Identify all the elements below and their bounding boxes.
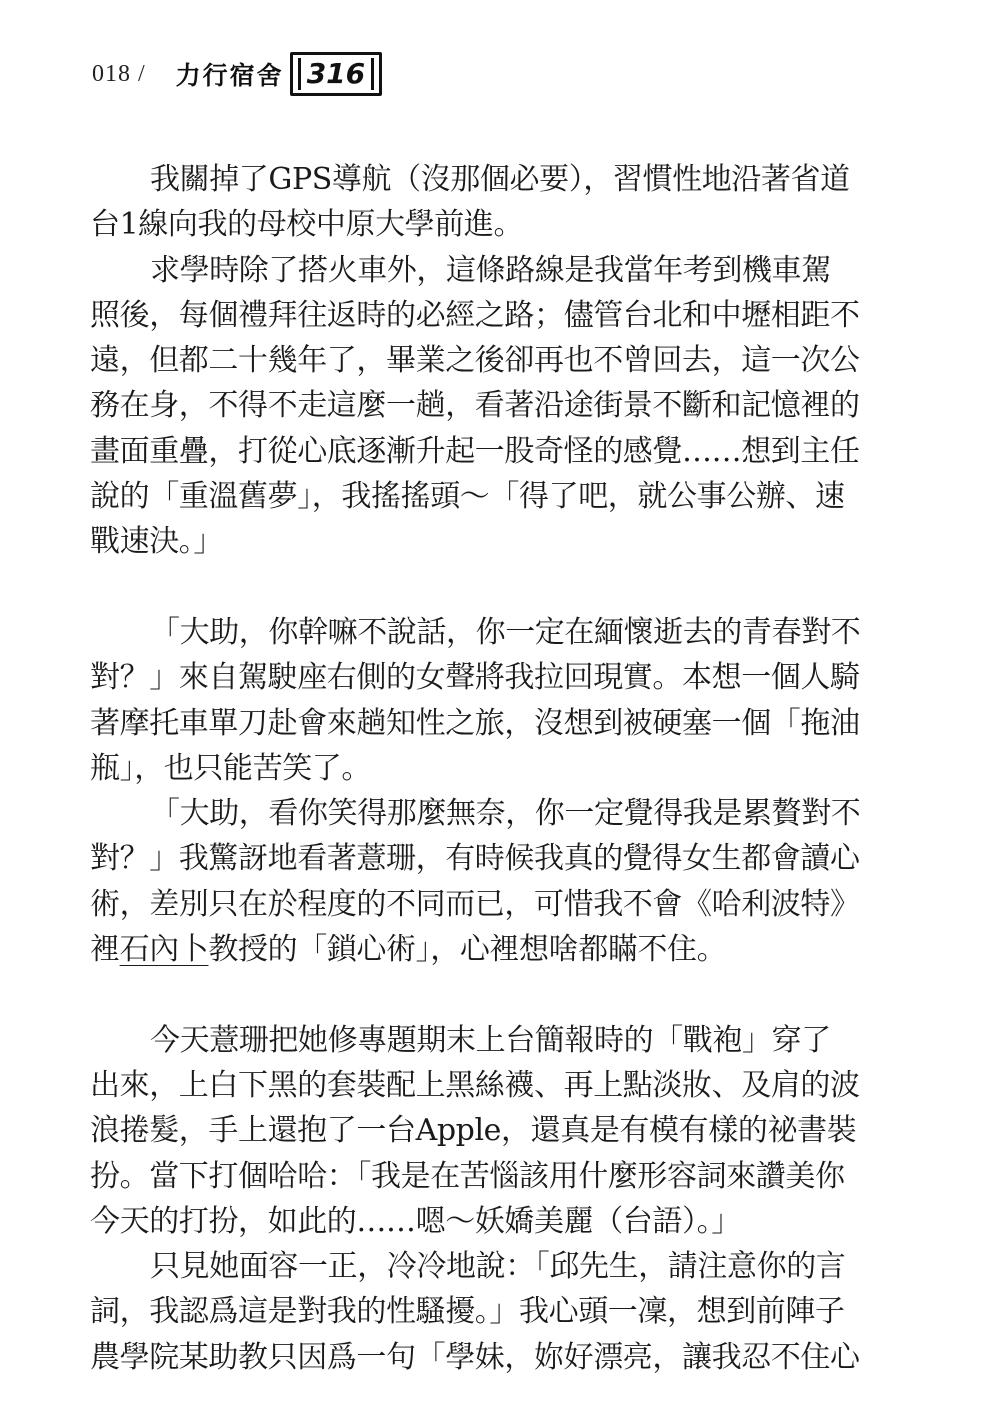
text-line: 術，差別只在於程度的不同而已，可惜我不會《哈利波特》 xyxy=(90,886,860,922)
text-line: 詞，我認爲這是對我的性騷擾。」我心頭一凜，想到前陣子 xyxy=(90,1294,845,1330)
text-line: 戰速決。」 xyxy=(90,524,223,560)
text-line: 我關掉了GPS導航（沒那個必要），習慣性地沿著省道 xyxy=(150,162,850,197)
text-line: 對？」來自駕駛座右側的女聲將我拉回現實。本想一個人騎 xyxy=(90,660,860,696)
text-line: 今天薏珊把她修專題期末上台簡報時的「戰袍」穿了 xyxy=(150,1022,831,1058)
text-line: 扮。當下打個哈哈：「我是在苦惱該用什麼形容詞來讚美你 xyxy=(90,1158,845,1194)
room-number-badge: 316 xyxy=(290,52,382,96)
body-text xyxy=(90,157,862,1380)
text-line xyxy=(90,927,862,972)
page-number: 018 / xyxy=(92,60,146,87)
book-title: 力行宿舍 xyxy=(175,61,284,90)
text-line: 畫面重疊，打從心底逐漸升起一股奇怪的感覺……想到主任 xyxy=(90,433,860,469)
underlined-name: 石內卜 xyxy=(119,932,209,968)
text-line: 「大助，你幹嘛不說話，你一定在緬懷逝去的青春對不 xyxy=(150,614,861,650)
text-line: 今天的打扮，如此的……嗯～妖嬌美麗（台語）。」 xyxy=(90,1203,741,1239)
text-line: 遠，但都二十幾年了，畢業之後卻再也不曾回去，這一次公 xyxy=(90,343,860,379)
text-line: 著摩托車單刀赴會來趟知性之旅，沒想到被硬塞一個「拖油 xyxy=(90,705,860,741)
text-line: 只見她面容一正，冷冷地說：「邱先生，請注意你的言 xyxy=(150,1249,846,1285)
text-line: 台1線向我的母校中原大學前進。 xyxy=(90,207,524,243)
text-line: 對？」我驚訝地看著薏珊，有時候我真的覺得女生都會讀心 xyxy=(90,841,860,877)
text-line: 農學院某助教只因爲一句「學妹，妳好漂亮，讓我忍不住心 xyxy=(90,1339,860,1375)
text-line: 出來，上白下黑的套裝配上黑絲襪、再上點淡妝、及肩的波 xyxy=(90,1067,860,1103)
text-segment: 教授的「鎖心術」，心裡想啥都瞞不住。 xyxy=(208,932,727,968)
text-line: 求學時除了搭火車外，這條路線是我當年考到機車駕 xyxy=(150,252,831,288)
text-line: 瓶」，也只能苦笑了。 xyxy=(90,750,371,786)
page-header xyxy=(92,52,382,96)
paragraph-gap xyxy=(90,972,862,1017)
text-line: 務在身，不得不走這麼一趟，看著沿途街景不斷和記憶裡的 xyxy=(90,388,860,424)
text-line: 「大助，看你笑得那麼無奈，你一定覺得我是累贅對不 xyxy=(150,796,861,832)
text-line: 照後，每個禮拜往返時的必經之路；儘管台北和中壢相距不 xyxy=(90,297,860,333)
text-line: 說的「重溫舊夢」，我搖搖頭～「得了吧，就公事公辦、速 xyxy=(90,479,845,515)
text-line: 浪捲髮，手上還抱了一台Apple，還真是有模有樣的祕書裝 xyxy=(90,1113,857,1149)
paragraph-gap xyxy=(90,565,862,610)
text-segment: 裡 xyxy=(90,932,120,968)
